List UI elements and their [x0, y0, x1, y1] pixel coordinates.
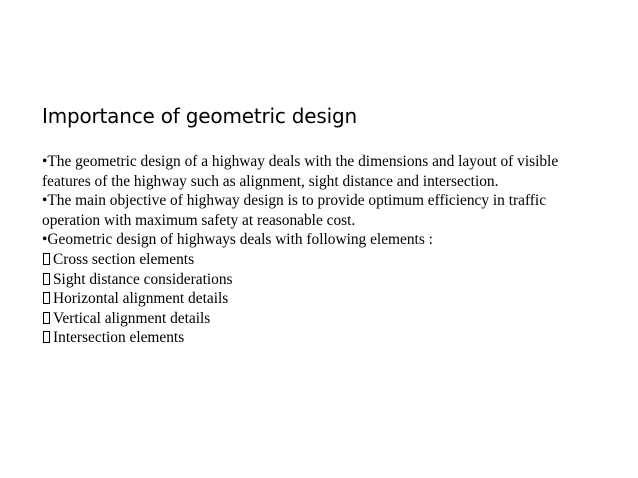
list-item-label: Horizontal alignment details: [53, 290, 229, 308]
list-item: [42, 328, 602, 348]
list-item: [42, 250, 602, 270]
paragraph-main-objective: •The main objective of highway design is to provide optimum efficiency in traffic operation with maximum safety at reasonable cost.: [42, 192, 547, 229]
missing-glyph-box-icon: [43, 273, 50, 285]
list-item: [42, 270, 602, 290]
missing-glyph-box-icon: [43, 253, 50, 265]
paragraph-elements-intro: •Geometric design of highways deals with following elements :: [42, 231, 433, 249]
list-item-label: Sight distance considerations: [53, 270, 233, 288]
list-item: [42, 289, 602, 309]
paragraph-dimensions-layout: •The geometric design of a highway deals with the dimensions and layout of visible features of the highway such as alignment, sight distance and intersection.: [42, 153, 559, 190]
missing-glyph-box-icon: [43, 312, 50, 324]
list-item: [42, 309, 602, 329]
list-item-label: Intersection elements: [53, 329, 185, 347]
elements-list: [42, 250, 602, 348]
list-item-label: Vertical alignment details: [53, 309, 211, 327]
missing-glyph-box-icon: [43, 292, 50, 304]
slide-title: Importance of geometric design: [42, 104, 357, 128]
slide-body: [42, 152, 602, 348]
list-item-label: Cross section elements: [53, 250, 195, 268]
missing-glyph-box-icon: [43, 331, 50, 343]
